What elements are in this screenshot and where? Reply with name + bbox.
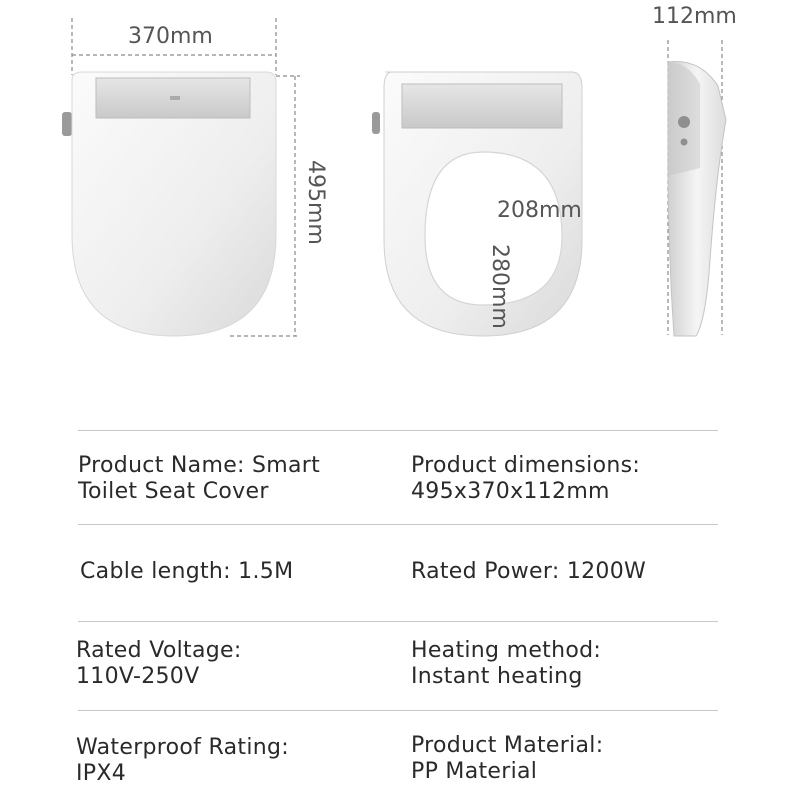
length-dimension-label: 495mm xyxy=(303,160,328,245)
spec-rated-voltage: Rated Voltage: 110V-250V xyxy=(76,638,242,689)
divider xyxy=(78,430,718,431)
height-dimension-label: 112mm xyxy=(652,4,737,29)
spec-product-material: Product Material: PP Material xyxy=(411,733,604,784)
spec-product-dimensions: Product dimensions: 495x370x112mm xyxy=(411,453,641,504)
spec-waterproof-rating: Waterproof Rating: IPX4 xyxy=(76,735,289,786)
spec-heating-method: Heating method: Instant heating xyxy=(411,638,602,689)
seat-top-view xyxy=(62,72,276,336)
width-dimension-label: 370mm xyxy=(128,24,213,49)
divider xyxy=(78,621,718,622)
spec-rated-power: Rated Power: 1200W xyxy=(411,559,647,584)
hole-width-dimension-label: 208mm xyxy=(497,198,582,223)
hole-length-dimension-label: 280mm xyxy=(487,244,512,329)
divider xyxy=(78,524,718,525)
spec-product-name: Product Name: Smart Toilet Seat Cover xyxy=(78,453,321,504)
seat-side-view xyxy=(668,62,726,337)
divider xyxy=(78,710,718,711)
spec-cable-length: Cable length: 1.5M xyxy=(80,559,294,584)
